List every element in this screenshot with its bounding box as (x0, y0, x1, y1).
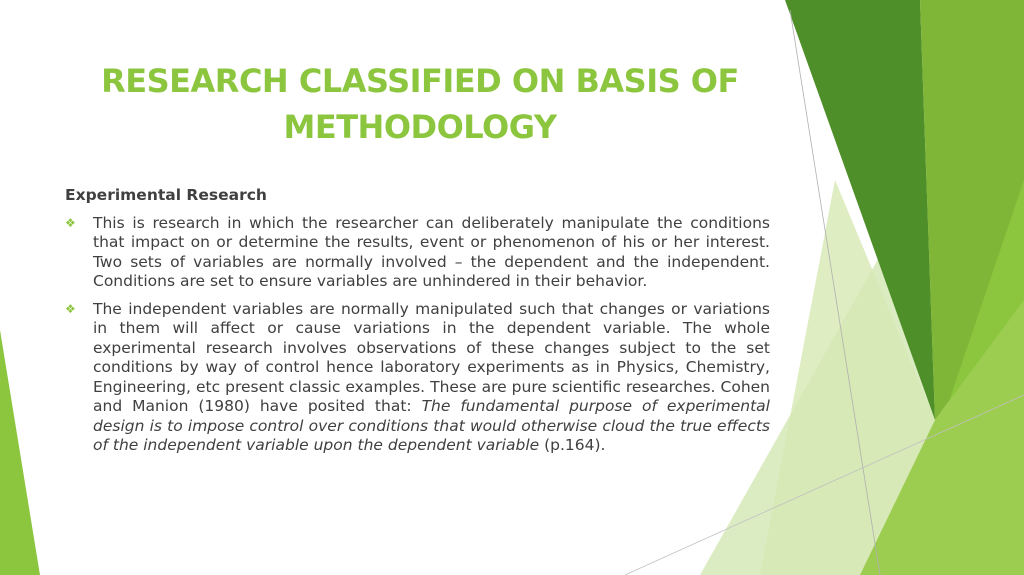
bullet-citation: (p.164). (539, 436, 606, 454)
deco-left-sliver (0, 330, 40, 575)
bullet-text-1: This is research in which the researcher can deliberately manipulate the conditions that impact on or determine the results, event or phenomenon of his or her interest. Two sets of variables are normally involved – the dependent and the independent. Conditions are set to ensure variables are unhindered in their behavior. (93, 213, 770, 290)
slide-content (65, 186, 770, 464)
bullet-text-2: The independent variables are normally manipulated such that changes or variations in them will affect or cause variations in the dependent variable. The whole experimental research involves observations of these changes subject to the set conditions by way of control hence laboratory experiments as in Physics, Chemistry, Engineering, etc present classic examples. These are pure scientific researches. Cohen and Manion (1980) have posited that: (93, 299, 770, 415)
subheading: Experimental Research (65, 186, 267, 204)
diamond-dots-icon: ❖ (65, 301, 76, 316)
diamond-dots-icon: ❖ (65, 215, 76, 230)
bullet-quote: The fundamental purpose of experimental design is to impose control over conditions that would otherwise cloud the true effects of the independent variable upon the dependent variable (93, 397, 770, 454)
slide-title: RESEARCH CLASSIFIED ON BASIS OF METHODOLOGY (101, 62, 739, 146)
bullet-item-2 (65, 300, 770, 456)
bullet-item-1 (65, 214, 770, 292)
